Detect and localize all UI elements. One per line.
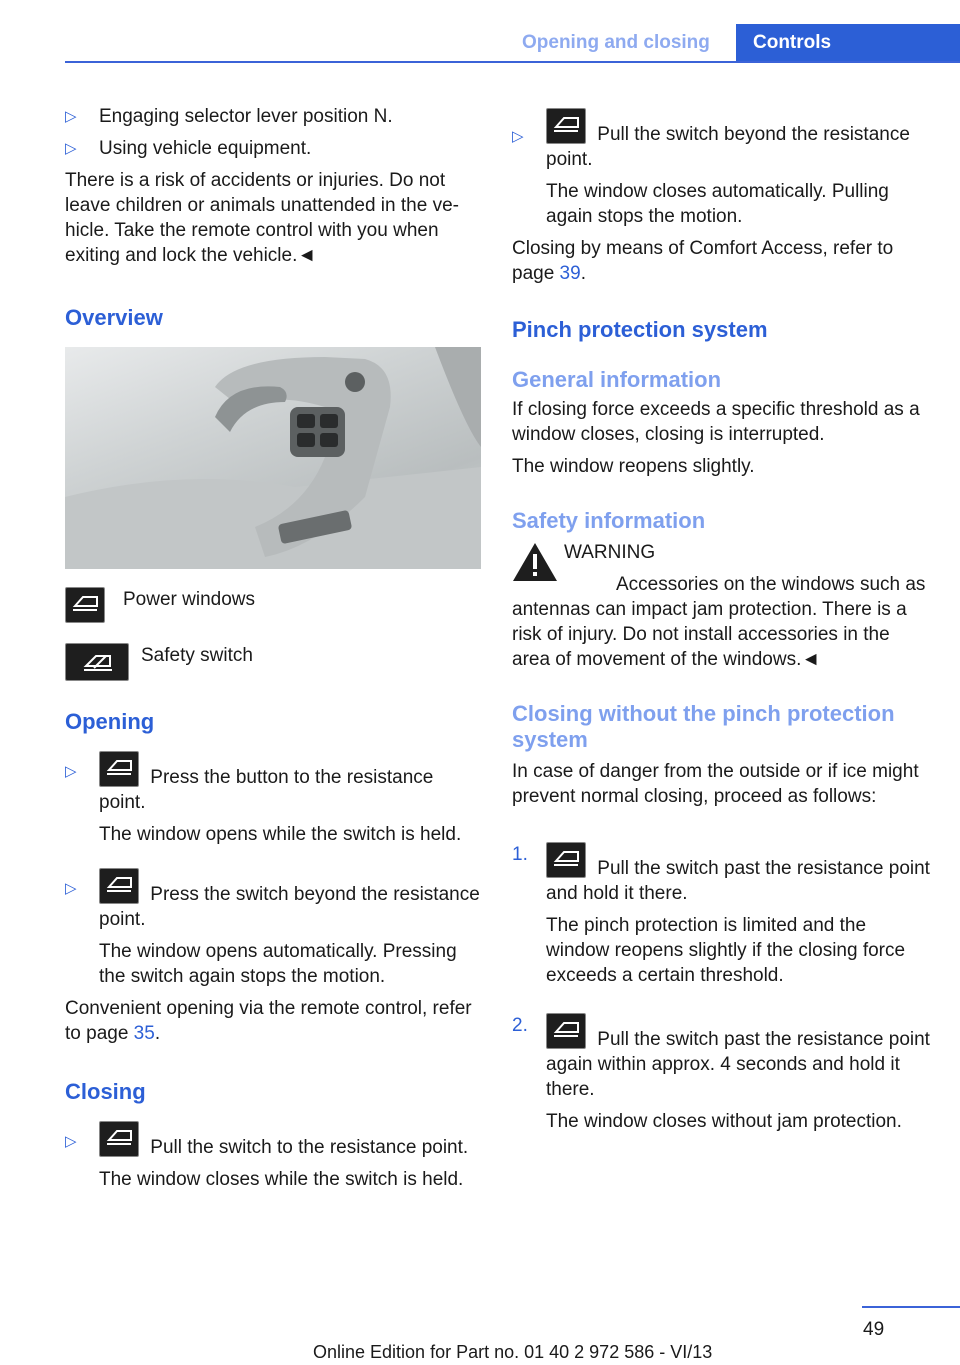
footer-rule <box>862 1306 960 1308</box>
header-section-title: Opening and closing <box>522 32 710 53</box>
item-sub-text: The window closes while the switch is held. <box>99 1169 464 1190</box>
page-number: 49 <box>863 1319 885 1340</box>
item-main-text: Pull the switch past the resistance point again within approx. 4 seconds and hold it there. <box>546 1029 930 1100</box>
comfort-text: Closing by means of Comfort Access, refer to page <box>512 238 894 284</box>
door-panel-illustration <box>65 347 481 569</box>
triangle-right-icon: ▷ <box>65 880 77 897</box>
closing-heading: Closing <box>65 1079 146 1104</box>
list-item <box>512 104 932 229</box>
step-number: 1. <box>512 844 528 865</box>
window-switch-icon <box>65 587 105 623</box>
warning-block <box>512 540 932 672</box>
step-number: 2. <box>512 1015 528 1036</box>
item-main <box>546 838 932 906</box>
list-item <box>65 104 481 129</box>
page-link-39[interactable]: 39 <box>559 263 581 284</box>
window-switch-icon <box>546 842 586 878</box>
risk-paragraph: There is a risk of accidents or injuries. Do not leave children or animals unattended in the vehicle. Take the remote control with you when exiting and lock the vehicle.◄ <box>65 170 459 266</box>
warning-triangle-icon <box>512 542 558 582</box>
safety-heading: Safety information <box>512 508 706 533</box>
item-sub-text: The pinch protection is limited and the window reopens slightly if the closing force exceeds a certain threshold. <box>546 915 906 986</box>
safety-switch-icon <box>65 643 129 681</box>
general-text-2: The window reopens slightly. <box>512 456 755 477</box>
triangle-right-icon: ▷ <box>65 1133 77 1150</box>
item-main-text: Press the switch beyond the resistance point. <box>99 884 480 930</box>
opening-heading: Opening <box>65 709 155 734</box>
overview-heading: Overview <box>65 305 163 330</box>
triangle-right-icon: ▷ <box>65 108 77 125</box>
legend-label: Power windows <box>123 589 255 610</box>
item-sub-text: The window opens while the switch is held. <box>99 824 462 845</box>
bullet-text: Using vehicle equipment. <box>99 138 312 159</box>
legend-power-windows <box>65 587 481 623</box>
bullet-text: Engaging selector lever position N. <box>99 106 393 127</box>
convenient-paragraph: Convenient opening via the remote control, refer to page 35. <box>65 998 472 1044</box>
item-main-text: Pull the switch to the resistance point. <box>150 1137 469 1158</box>
item-main-text: Press the button to the resistance point. <box>99 767 434 813</box>
triangle-right-icon: ▷ <box>65 140 77 157</box>
item-main-text: Pull the switch past the resistance point and hold it there. <box>546 858 930 904</box>
general-heading: General information <box>512 367 722 392</box>
window-switch-icon <box>99 751 139 787</box>
list-item <box>65 136 481 161</box>
item-sub-text: The window closes without jam protection. <box>546 1111 902 1132</box>
right-column <box>512 104 932 1141</box>
item-sub-text: The window opens automatically. Pressing the switch again stops the motion. <box>99 941 457 987</box>
item-main <box>546 104 932 172</box>
legend-label: Safety switch <box>141 645 253 666</box>
window-switch-icon <box>99 868 139 904</box>
window-switch-icon <box>546 1013 586 1049</box>
window-switch-icon <box>99 1121 139 1157</box>
list-item <box>65 868 481 989</box>
without-text: In case of danger from the outside or if ice might prevent normal closing, proceed as follows: <box>512 761 919 807</box>
warning-label: WARNING <box>564 542 656 563</box>
item-main <box>99 1121 481 1160</box>
convenient-text: Convenient opening via the remote control, refer to page <box>65 998 472 1044</box>
edition-footer: Online Edition for Part no. 01 40 2 972 586 - VI/13 <box>313 1342 713 1362</box>
item-sub-text: The window closes automatically. Pulling again stops the motion. <box>546 181 889 227</box>
triangle-right-icon: ▷ <box>65 763 77 780</box>
triangle-right-icon: ▷ <box>512 128 524 145</box>
left-column <box>65 104 481 1199</box>
door-panel-photo <box>65 347 481 569</box>
warning-text: Accessories on the windows such as antennas can impact jam protection. There is a risk of injury. Do not install accessories in the area of movement of the windows.◄ <box>512 574 926 670</box>
header-tab-controls: Controls <box>736 24 960 62</box>
page-link-35[interactable]: 35 <box>133 1023 155 1044</box>
list-item <box>512 1009 932 1134</box>
item-main-text: Pull the switch beyond the resistance point. <box>546 124 910 170</box>
pinch-heading: Pinch protection system <box>512 317 768 342</box>
header-rule <box>65 61 960 63</box>
item-main <box>99 751 481 815</box>
legend-safety-switch <box>65 643 481 681</box>
item-main <box>546 1009 932 1102</box>
item-main <box>99 868 481 932</box>
comfort-paragraph: Closing by means of Comfort Access, refer to page 39. <box>512 238 894 284</box>
without-pinch-heading: Closing without the pinch protection system <box>512 701 895 752</box>
window-switch-icon <box>546 108 586 144</box>
list-item <box>65 1121 481 1192</box>
list-item <box>512 838 932 988</box>
general-text-1: If closing force exceeds a specific threshold as a window closes, closing is interrupted. <box>512 399 920 445</box>
list-item <box>65 751 481 847</box>
